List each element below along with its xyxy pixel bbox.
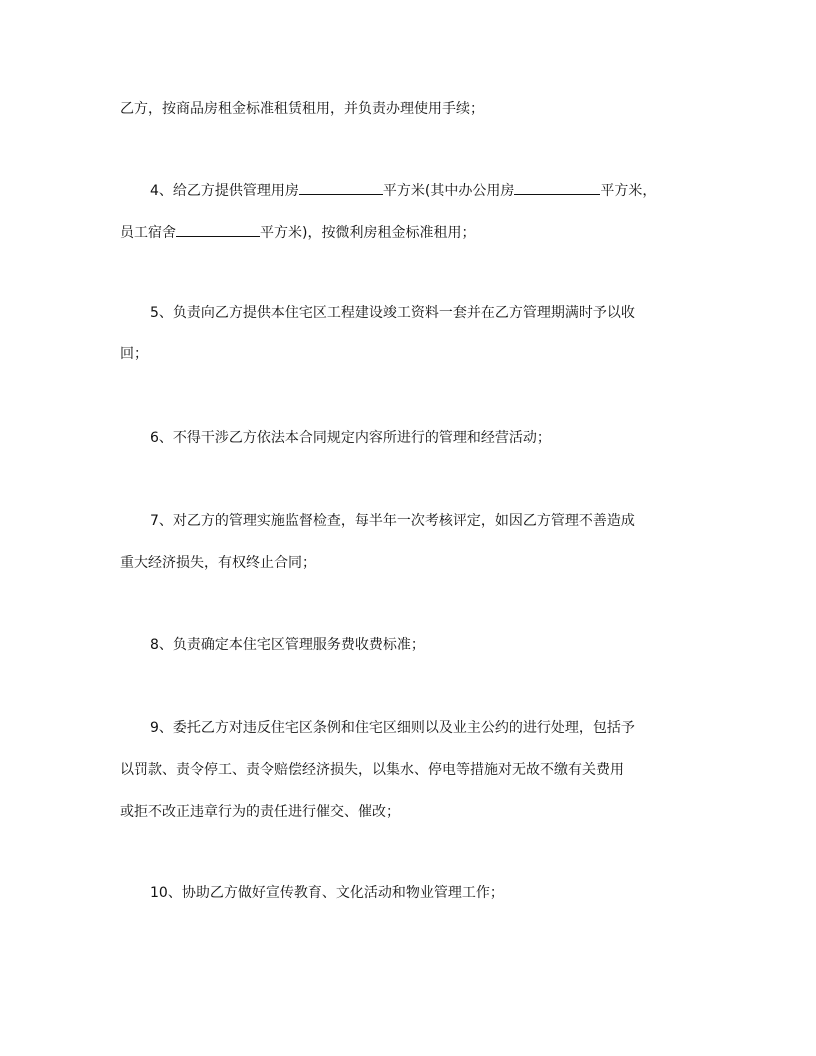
- fill-in-blank: [514, 180, 600, 195]
- fill-in-blank: [299, 180, 383, 195]
- line-text: 5、负责向乙方提供本住宅区工程建设竣工资料一套并在乙方管理期满时予以收: [150, 305, 635, 321]
- paragraph-line: [120, 760, 624, 780]
- line-text: 4、给乙方提供管理用房: [150, 183, 299, 199]
- paragraph-line: [150, 180, 656, 201]
- line-text: 员工宿舍: [120, 225, 176, 241]
- paragraph-line: [150, 428, 551, 448]
- paragraph-line: [150, 303, 635, 323]
- paragraph-line: [150, 718, 635, 738]
- line-text: 10、协助乙方做好宣传教育、文化活动和物业管理工作；: [150, 885, 504, 901]
- line-text: 6、不得干涉乙方依法本合同规定内容所进行的管理和经营活动；: [150, 430, 551, 446]
- line-text: 重大经济损失，有权终止合同；: [120, 555, 316, 571]
- line-text: 以罚款、责令停工、责令赔偿经济损失，以集水、停电等措施对无故不缴有关费用: [120, 762, 624, 778]
- line-text: 7、对乙方的管理实施监督检查，每半年一次考核评定，如因乙方管理不善造成: [150, 513, 635, 529]
- line-text: 平方米(其中办公用房: [382, 183, 515, 199]
- paragraph-line: [150, 635, 425, 655]
- line-text: 平方米，: [600, 183, 657, 199]
- line-text: 或拒不改正违章行为的责任进行催交、催改；: [120, 804, 400, 820]
- line-text: 回；: [120, 346, 148, 362]
- paragraph-line: [150, 511, 635, 531]
- paragraph-line: [120, 344, 148, 364]
- line-text: 8、负责确定本住宅区管理服务费收费标准；: [150, 637, 425, 653]
- paragraph-line: [120, 802, 400, 822]
- fill-in-blank: [176, 222, 260, 237]
- line-text: 9、委托乙方对违反住宅区条例和住宅区细则以及业主公约的进行处理，包括予: [150, 720, 635, 736]
- paragraph-line: [120, 553, 316, 573]
- line-text: 平方米)，按微利房租金标准租用；: [260, 225, 476, 241]
- line-text: 乙方，按商品房租金标准租赁租用，并负责办理使用手续；: [120, 101, 484, 117]
- paragraph-line: [120, 222, 475, 243]
- paragraph-line: [150, 883, 504, 903]
- paragraph-line: [120, 99, 484, 119]
